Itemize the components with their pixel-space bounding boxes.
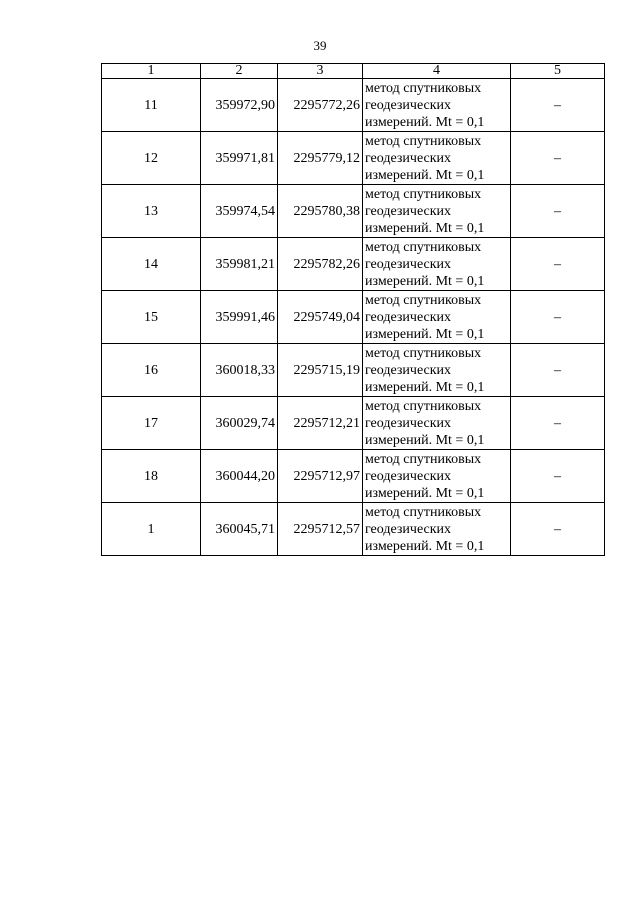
method-line-1: метод спутниковых bbox=[365, 504, 482, 520]
dash-mark: – bbox=[511, 503, 605, 556]
header-col-3: 3 bbox=[278, 64, 363, 79]
table-row bbox=[102, 238, 605, 291]
method-description bbox=[363, 291, 511, 344]
method-description bbox=[363, 238, 511, 291]
method-description bbox=[363, 503, 511, 556]
coordinate-y: 2295712,21 bbox=[278, 397, 363, 450]
dash-mark: – bbox=[511, 132, 605, 185]
method-line-1: метод спутниковых bbox=[365, 186, 482, 202]
point-number: 11 bbox=[102, 79, 201, 132]
coordinate-x: 359991,46 bbox=[201, 291, 278, 344]
point-number: 17 bbox=[102, 397, 201, 450]
method-description bbox=[363, 450, 511, 503]
method-line-3: измерений. Mt = 0,1 bbox=[365, 432, 485, 448]
method-line-2: геодезических bbox=[365, 256, 452, 272]
header-col-5: 5 bbox=[511, 64, 605, 79]
method-line-2: геодезических bbox=[365, 309, 452, 325]
table-row bbox=[102, 132, 605, 185]
dash-mark: – bbox=[511, 79, 605, 132]
coordinate-x: 359981,21 bbox=[201, 238, 278, 291]
coordinate-x: 360029,74 bbox=[201, 397, 278, 450]
method-line-3: измерений. Mt = 0,1 bbox=[365, 273, 485, 289]
table-row bbox=[102, 503, 605, 556]
coordinate-x: 360018,33 bbox=[201, 344, 278, 397]
coordinate-y: 2295712,57 bbox=[278, 503, 363, 556]
coordinate-x: 360045,71 bbox=[201, 503, 278, 556]
method-line-3: измерений. Mt = 0,1 bbox=[365, 167, 485, 183]
coordinate-x: 359974,54 bbox=[201, 185, 278, 238]
coordinate-y: 2295749,04 bbox=[278, 291, 363, 344]
table-row bbox=[102, 291, 605, 344]
point-number: 16 bbox=[102, 344, 201, 397]
method-description bbox=[363, 185, 511, 238]
method-line-3: измерений. Mt = 0,1 bbox=[365, 114, 485, 130]
method-line-1: метод спутниковых bbox=[365, 80, 482, 96]
table-row bbox=[102, 344, 605, 397]
dash-mark: – bbox=[511, 291, 605, 344]
method-description bbox=[363, 132, 511, 185]
method-line-1: метод спутниковых bbox=[365, 239, 482, 255]
method-line-2: геодезических bbox=[365, 150, 452, 166]
table-header-row bbox=[102, 64, 605, 79]
method-line-2: геодезических bbox=[365, 415, 452, 431]
dash-mark: – bbox=[511, 344, 605, 397]
dash-mark: – bbox=[511, 185, 605, 238]
coordinate-y: 2295780,38 bbox=[278, 185, 363, 238]
method-line-3: измерений. Mt = 0,1 bbox=[365, 379, 485, 395]
method-line-1: метод спутниковых bbox=[365, 345, 482, 361]
point-number: 15 bbox=[102, 291, 201, 344]
table-row bbox=[102, 185, 605, 238]
method-line-2: геодезических bbox=[365, 468, 452, 484]
table-row bbox=[102, 79, 605, 132]
method-line-2: геодезических bbox=[365, 203, 452, 219]
method-line-2: геодезических bbox=[365, 521, 452, 537]
method-line-3: измерений. Mt = 0,1 bbox=[365, 326, 485, 342]
method-line-1: метод спутниковых bbox=[365, 451, 482, 467]
header-col-1: 1 bbox=[102, 64, 201, 79]
point-number: 18 bbox=[102, 450, 201, 503]
point-number: 12 bbox=[102, 132, 201, 185]
dash-mark: – bbox=[511, 397, 605, 450]
method-line-3: измерений. Mt = 0,1 bbox=[365, 220, 485, 236]
method-line-1: метод спутниковых bbox=[365, 292, 482, 308]
table-row bbox=[102, 450, 605, 503]
coordinate-y: 2295715,19 bbox=[278, 344, 363, 397]
header-col-2: 2 bbox=[201, 64, 278, 79]
table-row bbox=[102, 397, 605, 450]
coordinate-y: 2295712,97 bbox=[278, 450, 363, 503]
coordinate-x: 360044,20 bbox=[201, 450, 278, 503]
coordinates-table bbox=[101, 63, 605, 556]
coordinate-y: 2295779,12 bbox=[278, 132, 363, 185]
method-description bbox=[363, 397, 511, 450]
method-line-2: геодезических bbox=[365, 362, 452, 378]
method-line-3: измерений. Mt = 0,1 bbox=[365, 485, 485, 501]
coordinate-x: 359971,81 bbox=[201, 132, 278, 185]
method-line-3: измерений. Mt = 0,1 bbox=[365, 538, 485, 554]
page-number: 39 bbox=[313, 38, 327, 53]
point-number: 13 bbox=[102, 185, 201, 238]
header-col-4: 4 bbox=[363, 64, 511, 79]
coordinate-y: 2295782,26 bbox=[278, 238, 363, 291]
method-description bbox=[363, 344, 511, 397]
point-number: 14 bbox=[102, 238, 201, 291]
dash-mark: – bbox=[511, 450, 605, 503]
method-line-1: метод спутниковых bbox=[365, 133, 482, 149]
dash-mark: – bbox=[511, 238, 605, 291]
point-number: 1 bbox=[102, 503, 201, 556]
method-line-2: геодезических bbox=[365, 97, 452, 113]
method-line-1: метод спутниковых bbox=[365, 398, 482, 414]
coordinate-x: 359972,90 bbox=[201, 79, 278, 132]
method-description bbox=[363, 79, 511, 132]
coordinate-y: 2295772,26 bbox=[278, 79, 363, 132]
